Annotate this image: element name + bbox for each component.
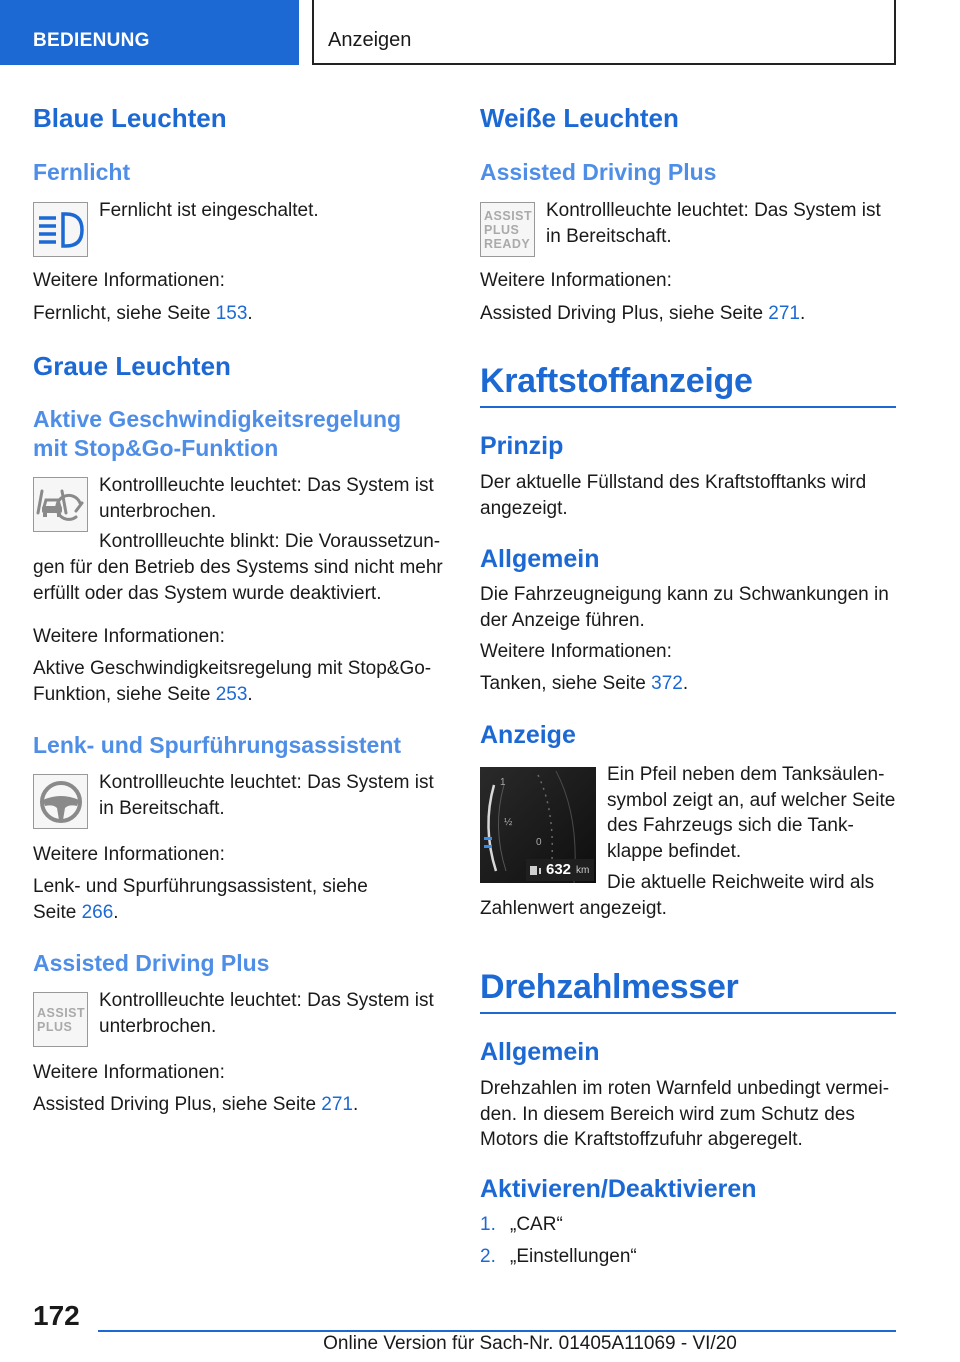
adp-grey-text: Kontrollleuchte leuchtet: Das System ist unterbrochen. — [99, 990, 434, 1037]
step-settings: „Einstellungen“ — [510, 1246, 637, 1267]
heading-acc-stop-go: Aktive Geschwindigkeitsregelung mit Stop&Go-Funktion — [33, 406, 402, 461]
acc-text-blink-rest: gen für den Betrieb des Systems sind nicht mehr erfüllt oder das System wurde deaktiviert. — [33, 557, 443, 604]
range-text-line2: Zahlenwert angezeigt. — [480, 898, 667, 919]
page-number: 172 — [33, 1300, 80, 1331]
heading-grey-lights: Graue Leuchten — [33, 351, 231, 381]
heading-blue-lights: Blaue Leuchten — [33, 103, 227, 133]
heading-fuel-gauge: Kraftstoffanzeige — [480, 362, 753, 400]
gauge-range-value: 632 — [546, 861, 572, 878]
heading-assisted-driving-plus-grey: Assisted Driving Plus — [33, 950, 270, 976]
high-beam-indicator-icon — [33, 202, 88, 257]
gauge-empty-mark: 0 — [536, 837, 542, 848]
page-link-271-left[interactable]: 271 — [321, 1094, 353, 1115]
acc-text-blink-line1: Kontrollleuchte blinkt: Die Voraussetzun‐ — [99, 531, 441, 552]
page-link-372[interactable]: 372 — [651, 673, 683, 694]
step-number-1: 1. — [480, 1214, 496, 1235]
heading-activate-deactivate: Aktivieren/Deaktivieren — [480, 1175, 757, 1203]
footer-rule — [98, 1330, 896, 1332]
step-car: „CAR“ — [510, 1214, 563, 1235]
heading-white-lights: Weiße Leuchten — [480, 103, 679, 133]
section-tab — [0, 0, 299, 65]
range-text-line1: Die aktuelle Reichweite wird als — [607, 872, 875, 893]
display-text: Ein Pfeil neben dem Tanksäulen‐ symbol zeigt an, auf welcher Seite des Fahrzeugs sich die Tank‐ klappe befindet. — [607, 764, 896, 862]
tacho-general-text: Drehzahlen im roten Warnfeld unbedingt vermei‐ den. In diesem Bereich wird zum Schutz des Motors die Kraftstoffzufuhr abgeregelt. — [480, 1078, 890, 1150]
steering-more-info: Weitere Informationen: — [33, 844, 225, 865]
assist-plus-ready-icon: ASSIST PLUS READY — [480, 202, 535, 257]
online-version-note: Online Version für Sach-Nr. 01405A11069 - VI/20 — [323, 1333, 737, 1354]
page-link-271-right[interactable]: 271 — [768, 303, 800, 324]
fuel-reference: Tanken, siehe Seite 372. — [480, 673, 689, 694]
page-link-266[interactable]: 266 — [81, 901, 114, 923]
acc-text-on: Kontrollleuchte leuchtet: Das System ist unterbrochen. — [99, 475, 434, 522]
adp-white-more-info: Weitere Informationen: — [480, 270, 672, 291]
gauge-full-mark: 1 — [500, 777, 506, 788]
gauge-half-mark: ½ — [504, 817, 513, 828]
acc-reference: Aktive Geschwindigkeitsregelung mit Stop&Go- Funktion, siehe Seite 253. — [33, 658, 432, 705]
adp-white-text: Kontrollleuchte leuchtet: Das System ist in Bereitschaft. — [546, 200, 881, 247]
heading-principle: Prinzip — [480, 432, 564, 460]
high-beam-text: Fernlicht ist eingeschaltet. — [99, 200, 319, 221]
heading-tachometer: Drehzahlmesser — [480, 968, 739, 1006]
heading-display: Anzeige — [480, 721, 576, 749]
chapter-label: Anzeigen — [328, 29, 412, 51]
fuel-gauge-image — [480, 767, 596, 883]
adp-grey-reference: Assisted Driving Plus, siehe Seite 271. — [33, 1094, 359, 1115]
high-beam-reference: Fernlicht, siehe Seite 153. — [33, 303, 253, 324]
page-link-253[interactable]: 253 — [215, 683, 248, 705]
cruise-control-indicator-icon — [33, 477, 88, 532]
step-number-2: 2. — [480, 1246, 496, 1267]
heading-high-beam: Fernlicht — [33, 159, 131, 185]
chapter-tab — [312, 0, 896, 65]
heading-tacho-general: Allgemein — [480, 1038, 600, 1066]
heading-steering-assist: Lenk- und Spurführungsassistent — [33, 732, 402, 758]
page-link-153[interactable]: 153 — [215, 303, 248, 324]
acc-more-info: Weitere Informationen: — [33, 626, 225, 647]
adp-white-reference: Assisted Driving Plus, siehe Seite 271. — [480, 303, 806, 324]
assist-plus-grey-icon: ASSIST PLUS — [33, 992, 88, 1047]
steering-assist-text: Kontrollleuchte leuchtet: Das System ist in Bereitschaft. — [99, 772, 434, 819]
fuel-heading-rule — [480, 406, 896, 408]
high-beam-more-info: Weitere Informationen: — [33, 270, 225, 291]
heading-assisted-driving-plus-white: Assisted Driving Plus — [480, 159, 717, 185]
principle-text: Der aktuelle Füllstand des Kraftstofftanks wird angezeigt. — [480, 472, 867, 519]
steering-reference: Lenk- und Spurführungsassistent, siehe Seite 266. — [33, 876, 368, 923]
heading-fuel-general: Allgemein — [480, 545, 600, 573]
section-label: BEDIENUNG — [33, 30, 150, 51]
fuel-general-text: Die Fahrzeugneigung kann zu Schwankungen in der Anzeige führen. — [480, 584, 889, 631]
steering-wheel-icon — [33, 774, 88, 829]
gauge-range-unit: km — [576, 865, 590, 876]
tachometer-heading-rule — [480, 1012, 896, 1014]
adp-grey-more-info: Weitere Informationen: — [33, 1062, 225, 1083]
fuel-more-info: Weitere Informationen: — [480, 641, 672, 662]
